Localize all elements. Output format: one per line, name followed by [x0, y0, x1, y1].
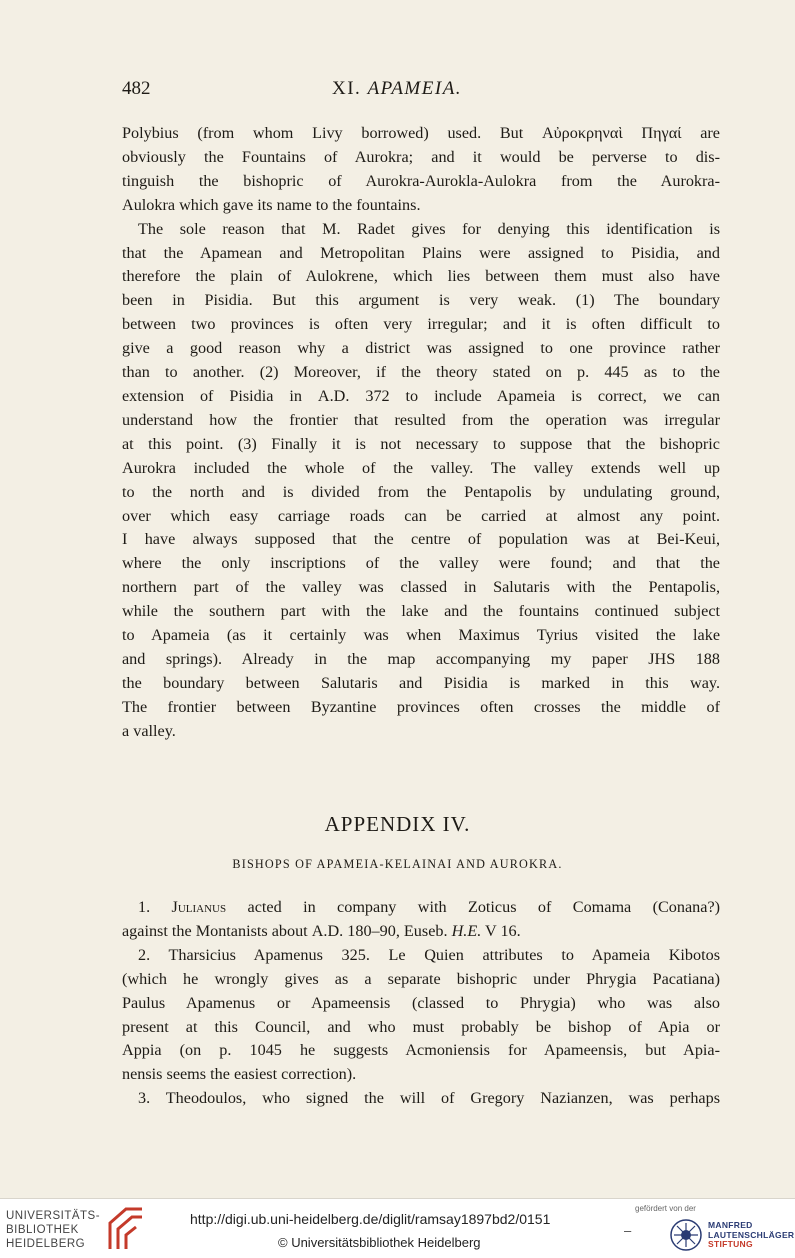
text-segment: 180–90, Euseb.	[347, 921, 448, 940]
text-line: than to another. (2) Moreover, if the theory stated on p. 445 as to the	[122, 363, 720, 382]
text-line: at this point. (3) Finally it is not necessary to suppose that the bishopric	[122, 434, 720, 453]
text-line: a valley.	[122, 721, 176, 740]
era-abbreviation: A.D.	[317, 386, 350, 405]
text-line: Aulokra which gave its name to the fountains.	[122, 195, 421, 214]
sponsor-name-line: LAUTENSCHLÄGER	[708, 1229, 795, 1240]
page-number: 482	[122, 78, 151, 99]
text-line: northern part of the valley was classed in Salutaris with the Pentapolis,	[122, 578, 720, 597]
text-segment: V 16.	[485, 921, 521, 940]
text-line: to Apameia (as it certainly was when Maximus Tyrius visited the lake	[122, 626, 720, 645]
chapter-number: XI.	[332, 78, 362, 99]
text-line: the boundary between Salutaris and Pisidia is marked in this way.	[122, 673, 720, 692]
sponsor-name	[708, 1221, 794, 1250]
appendix-subtitle: BISHOPS OF APAMEIA-KELAINAI AND AUROKRA.	[232, 857, 563, 871]
list-item-line: nensis seems the easiest correction).	[122, 1065, 357, 1084]
entry-number: 1.	[138, 898, 151, 916]
sponsor-note: gefördert von der	[635, 1204, 696, 1213]
library-name-line: HEIDELBERG	[6, 1238, 86, 1250]
list-item-line: 2. Tharsicius Apamenus 325. Le Quien attributes to Apameia Kibotos	[138, 945, 720, 964]
text-line: that the Apamean and Metropolitan Plains were assigned to Pisidia, and	[122, 243, 720, 262]
text-line: and springs). Already in the map accompanying my paper JHS 188	[122, 649, 720, 668]
text-line: tinguish the bishopric of Aurokra-Aurokla-Aulokra from the Aurokra-	[122, 171, 720, 190]
list-item-line	[122, 920, 720, 944]
library-name-line: UNIVERSITÄTS-	[6, 1210, 101, 1222]
text-line: give a good reason why a district was assigned to one province rather	[122, 339, 720, 358]
footer-bar	[0, 1198, 795, 1258]
text-line: obviously the Fountains of Aurokra; and it would be perverse to dis-	[122, 147, 720, 166]
list-item-line: present at this Council, and who must probably be bishop of Apia or	[122, 1017, 720, 1036]
text-line: therefore the plain of Aulokrene, which lies between them must also have	[122, 267, 720, 286]
text-segment: acted in company with Zoticus of Comama (Conana?)	[247, 898, 721, 916]
era-abbreviation: A.D.	[311, 921, 344, 940]
list-item-line: (which he wrongly gives as a separate bishopric under Phrygia Pacatiana)	[122, 969, 720, 988]
text-segment: extension of Pisidia in	[122, 386, 302, 405]
library-name-line: BIBLIOTHEK	[6, 1224, 79, 1236]
text-line	[122, 385, 720, 409]
text-line: The sole reason that M. Radet gives for denying this identification is	[138, 219, 720, 238]
main-text	[122, 122, 720, 744]
list-item-line: Appia (on p. 1045 he suggests Acmoniensis for Apameensis, but Apia-	[122, 1041, 720, 1060]
text-line: Polybius (from whom Livy borrowed) used. But Αὐροκρηναὶ Πηγαί are	[122, 124, 720, 142]
text-line: I have always supposed that the centre of population was at Bei-Keui,	[122, 530, 720, 549]
list-item-line: 3. Theodoulos, who signed the will of Gregory Nazianzen, was perhaps	[138, 1089, 720, 1108]
bishop-name: Julianus	[171, 898, 227, 916]
running-header	[122, 78, 720, 104]
sponsor-name-line: MANFRED	[708, 1220, 753, 1230]
library-logo-icon	[106, 1203, 146, 1258]
sponsor-logo-icon	[668, 1217, 704, 1258]
text-segment: 372 to include Apameia is correct, we can	[365, 386, 721, 405]
text-line: while the southern part with the lake and the fountains continued subject	[122, 602, 720, 621]
library-name	[6, 1209, 100, 1251]
list-item-line	[122, 896, 720, 920]
text-line: understand how the frontier that resulted from the operation was irregular	[122, 410, 720, 429]
text-line: to the north and is divided from the Pentapolis by undulating ground,	[122, 482, 720, 501]
text-segment: against the Montanists about	[122, 921, 308, 940]
copyright-notice: © Universitätsbibliothek Heidelberg	[278, 1235, 481, 1250]
work-abbreviation: H.E.	[451, 921, 482, 940]
text-line: between two provinces is often very irregular; and it is often difficult to	[122, 315, 720, 334]
sponsor-tag: STIFTUNG	[708, 1239, 753, 1249]
text-line: over which easy carriage roads can be carried at almost any point.	[122, 506, 720, 525]
chapter-title: APAMEIA.	[367, 78, 463, 99]
text-line: The frontier between Byzantine provinces often crosses the middle of	[122, 697, 720, 716]
text-line: been in Pisidia. But this argument is very weak. (1) The boundary	[122, 291, 720, 310]
permalink-url[interactable]: http://digi.ub.uni-heidelberg.de/diglit/ramsay1897bd2/0151	[190, 1211, 551, 1227]
chapter-heading	[332, 78, 462, 100]
text-line: where the only inscriptions of the valley were found; and that the	[122, 554, 720, 573]
bishop-list	[122, 896, 720, 1111]
appendix-title: APPENDIX IV.	[324, 812, 471, 836]
separator-dash: –	[624, 1223, 632, 1238]
list-item-line: Paulus Apamenus or Apameensis (classed to Phrygia) who was also	[122, 993, 720, 1012]
text-line: Aurokra included the whole of the valley. The valley extends well up	[122, 458, 720, 477]
